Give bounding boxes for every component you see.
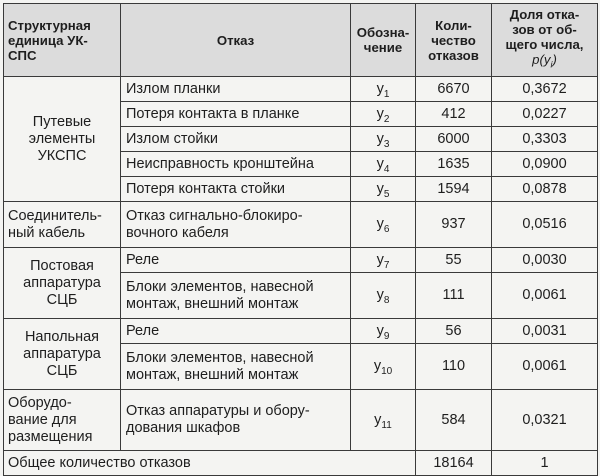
failure-cell: Излом планки xyxy=(121,77,351,102)
unit-cell: Оборудо- вание для размещения xyxy=(4,390,121,451)
failure-cell: Отказ сигнально-блокиро- вочного кабеля xyxy=(121,202,351,248)
failure-cell: Блоки элементов, навесной монтаж, внешний монтаж xyxy=(121,273,351,319)
count-cell: 56 xyxy=(416,319,492,344)
code-cell: $y_3$ xyxy=(351,127,416,152)
unit-cell: Постовая аппаратура СЦБ xyxy=(4,248,121,319)
code-cell: $y_6$ xyxy=(351,202,416,248)
count-cell: 584 xyxy=(416,390,492,451)
header-row xyxy=(4,4,598,77)
share-cell: 0,0030 xyxy=(492,248,598,273)
code-cell: $y_{11}$ xyxy=(351,390,416,451)
failure-cell: Потеря контакта в планке xyxy=(121,102,351,127)
failure-cell: Отказ аппаратуры и обору- дования шкафов xyxy=(121,390,351,451)
failure-cell: Неисправность кронштейна xyxy=(121,152,351,177)
failure-table-container xyxy=(3,3,597,471)
code-cell: $y_8$ xyxy=(351,273,416,319)
code-cell: $y_1$ xyxy=(351,77,416,102)
count-cell: 412 xyxy=(416,102,492,127)
code-cell: $y_9$ xyxy=(351,319,416,344)
share-cell: 0,3303 xyxy=(492,127,598,152)
share-cell: 0,3672 xyxy=(492,77,598,102)
header-count: Коли- чество отказов xyxy=(416,4,492,77)
count-cell: 6000 xyxy=(416,127,492,152)
table-row xyxy=(4,202,598,248)
count-cell: 110 xyxy=(416,344,492,390)
share-cell: 0,0227 xyxy=(492,102,598,127)
total-share: 1 xyxy=(492,451,598,476)
code-cell: $y_7$ xyxy=(351,248,416,273)
code-cell: $y_5$ xyxy=(351,177,416,202)
share-cell: 0,0900 xyxy=(492,152,598,177)
header-share: Доля отка- зов от об- щего числа, $p(y_i)$ xyxy=(492,4,598,77)
share-cell: 0,0321 xyxy=(492,390,598,451)
count-cell: 55 xyxy=(416,248,492,273)
unit-cell: Путевые элементы УКСПС xyxy=(4,77,121,202)
unit-cell: Соединитель- ный кабель xyxy=(4,202,121,248)
failure-cell: Реле xyxy=(121,248,351,273)
share-cell: 0,0516 xyxy=(492,202,598,248)
count-cell: 937 xyxy=(416,202,492,248)
count-cell: 1635 xyxy=(416,152,492,177)
table-row xyxy=(4,319,598,344)
unit-cell: Напольная аппаратура СЦБ xyxy=(4,319,121,390)
count-cell: 111 xyxy=(416,273,492,319)
share-cell: 0,0061 xyxy=(492,273,598,319)
header-code: Обозна- чение xyxy=(351,4,416,77)
share-cell: 0,0878 xyxy=(492,177,598,202)
failure-cell: Потеря контакта стойки xyxy=(121,177,351,202)
header-failure: Отказ xyxy=(121,4,351,77)
total-label: Общее количество отказов xyxy=(4,451,416,476)
table-row xyxy=(4,390,598,451)
header-unit: Структурная единица УК- СПС xyxy=(4,4,121,77)
failure-cell: Излом стойки xyxy=(121,127,351,152)
table-row xyxy=(4,77,598,102)
count-cell: 6670 xyxy=(416,77,492,102)
share-cell: 0,0061 xyxy=(492,344,598,390)
code-cell: $y_4$ xyxy=(351,152,416,177)
share-cell: 0,0031 xyxy=(492,319,598,344)
count-cell: 1594 xyxy=(416,177,492,202)
table-row xyxy=(4,248,598,273)
total-count: 18164 xyxy=(416,451,492,476)
failure-cell: Реле xyxy=(121,319,351,344)
failure-cell: Блоки элементов, навесной монтаж, внешний монтаж xyxy=(121,344,351,390)
code-cell: $y_{10}$ xyxy=(351,344,416,390)
total-row xyxy=(4,451,598,476)
code-cell: $y_2$ xyxy=(351,102,416,127)
failure-table xyxy=(3,3,598,476)
